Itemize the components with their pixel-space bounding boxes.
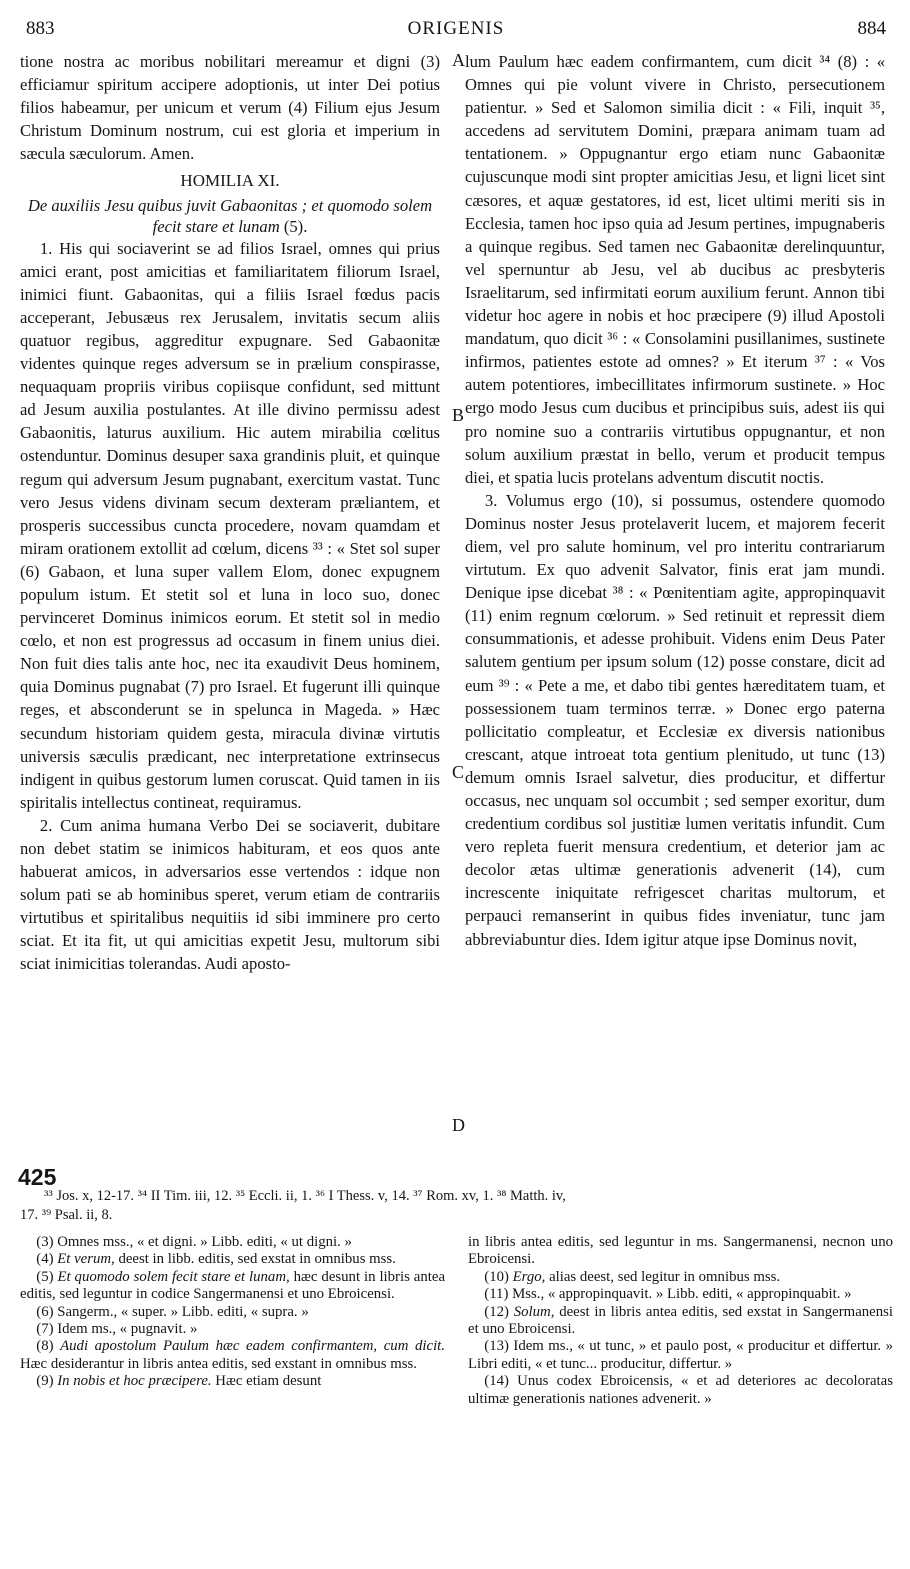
homily-subtitle	[20, 195, 440, 237]
footnote-12-lemma: Solum,	[513, 1303, 555, 1320]
right-page-number: 884	[857, 18, 886, 39]
right-paragraph-continuation: lum Paulum hæc eadem confirmantem, cum dicit ³⁴ (8) : « Omnes qui pie volunt vivere in Christo, persecutionem patientur. » Sed et Salomon similia dicit : « Fili, inquit ³⁵, accedens ad servitutem Domini, præpara animam tuam ad tentationem. » Oppugnantur ergo etiam nunc Gabaonitæ cujuscunque modi sint propter amicitias Jesu, et ligni licet sint cæsores, et aquæ gestatores, id est, licet ultimi meriti sis in Ecclesia, tamen hoc ipso quia ad Jesum pertines, impugnaberis a quinque regibus. Sed tamen nec Gabaonitæ derelinquuntur, vel spernuntur ab Jesu, vel ab ducibus ac presbyteris Israelitarum, sed infirmitati eorum auxilium ferunt. Annon tibi videtur hoc agere in nobis et hoc præcipere (9) illud Apostoli mandatum, quo dicit ³⁶ : « Consolamini pusillanimes, sustinete infirmos, patientes estote ad omnes? » Et iterum ³⁷ : « Vos autem potentiores, imbecillitates infirmorum sustinete. » Hoc ergo modo Jesus cum ducibus et principibus suis, adest iis qui pro nomine suo a contrariis virtutibus oppugnantur, et non solum auxilium præstat in bello, verum et producit tempus diei, et spatia lucis protelans adventum discutit noctis.	[465, 52, 885, 487]
homily-title: HOMILIA XI.	[180, 171, 280, 191]
footnote-4-lemma: Et verum,	[57, 1251, 115, 1268]
footnote-9-lemma: In nobis et hoc præcipere.	[57, 1373, 212, 1390]
footnote-8-text: Hæc desiderantur in libris antea editis, sed exstant in omnibus mss.	[20, 1355, 417, 1372]
homily-subtitle-note: (5).	[283, 216, 308, 236]
paragraph-2: 2. Cum anima humana Verbo Dei se sociaverit, dubitare non debet statim se inimicos habituram, et eos quos ante habuerat amicos, in adversarios esse vertendos : idque non solum pati se ab hominibus speret, verum etiam de contrariis virtutibus et spiritalibus nequitiis id sibi imminere pro certo sciat. Et ita fit, ut qui amicitias expetit Jesu, multorum sibi sciat inimicitias tolerandas. Audi aposto-	[20, 815, 440, 974]
footnote-11: (11) Mss., « appropinquavit. » Libb. editi, « appropinquabit. »	[484, 1286, 852, 1303]
margin-letter-b: B	[452, 405, 465, 425]
paragraph-3: 3. Volumus ergo (10), si possumus, ostendere quomodo Dominus noster Jesus protelaverit lucem, et majorem fecerit diem, vel pro salute hominum, vel pro interitu contrariarum virtutum. Ex quo advenit Salvator, finis erat jam mundi. Denique ipse dicebat ³⁸ : « Pœnitentiam agite, appropinquavit (11) enim regnum cœlorum. » Sed retinuit et repressit diem consummationis, et adesse prohibuit. Videns enim Deus Pater salutem gentium per ipsum solum (12) posse constare, dicit ad eum ³⁹ : « Pete a me, et dabo tibi gentes hæreditatem tuam, et possessionem tuam terminos terræ. » Donec ergo paterna pollicitatio compleatur, et Ecclesiæ ex diversis nationibus crescant, atque introeat tota gentium plenitudo, ut tunc (13) demum omnis Israel salvetur, dies producitur, et differtur occasus, nec unquam sol occumbit ; sed semper exoritur, dum credentium cordibus sol justitiæ lumen veritatis infundit. Cum vero repleta fuerit mensura credentium, et deterior jam ac decolor ætas ultimæ generationis advenerit (14), cum increscente iniquitate refrigescet charitas multorum, et perpauci remanserint in quibus fides inveniatur, tunc jam abbreviabuntur dies. Idem igitur atque ipse Dominus novit,	[465, 490, 885, 949]
footnote-3: (3) Omnes mss., « et digni. » Libb. editi, « ut digni. »	[36, 1234, 352, 1250]
footnote-9-text: Hæc etiam desunt	[211, 1373, 322, 1390]
footnote-7: (7) Idem ms., « pugnavit. »	[36, 1321, 198, 1338]
references-line-1: ³³ Jos. x, 12-17. ³⁴ II Tim. iii, 12. ³⁵ Eccli. ii, 1. ³⁶ I Thess. v, 14. ³⁷ Rom. xv, 1. ³⁸ Matth. iv,	[44, 1188, 566, 1204]
running-title: ORIGENIS	[407, 18, 505, 39]
page-marker: 425	[18, 1164, 57, 1190]
footnote-10-lemma: Ergo,	[512, 1268, 546, 1285]
footnote-4: (4) Et verum, deest in libb. editis, sed exstat in omnibus mss.	[36, 1251, 396, 1268]
margin-letter-d: D	[452, 1115, 465, 1135]
left-column	[20, 50, 440, 976]
footnote-4-text: deest in libb. editis, sed exstat in omnibus mss.	[114, 1251, 396, 1268]
left-page-number: 883	[26, 18, 55, 39]
footnote-9-continuation: in libris antea editis, sed leguntur in ms. Sangermanensi, necnon uno Ebroicensi.	[468, 1234, 893, 1268]
footnote-12-text: deest in libris antea editis, sed exstat in Sangermanensi et uno Ebroicensi.	[468, 1303, 893, 1338]
margin-letter-a: A	[452, 50, 465, 70]
left-paragraph-continuation: tione nostra ac moribus nobilitari mereamur et digni (3) efficiamur spiritum accipere adoptionis, ut inter Dei potius filios habeamur, per unicum et verum (4) Filium ejus Jesum Christum Dominum nostrum, cui est gloria et imperium in sæcula sæculorum. Amen.	[20, 52, 440, 164]
footnote-12: (12) Solum, deest in libris antea editis, sed exstat in Sangermanensi et uno Ebroicensi.	[468, 1303, 893, 1338]
footnote-5-lemma: Et quomodo solem fecit stare et lunam,	[57, 1268, 290, 1285]
right-column	[465, 50, 885, 951]
running-header	[26, 18, 886, 44]
footnote-6: (6) Sangerm., « super. » Libb. editi, « supra. »	[36, 1303, 309, 1320]
footnote-9: (9) In nobis et hoc præcipere. Hæc etiam desunt	[36, 1373, 322, 1390]
footnote-10: (10) Ergo, alias deest, sed legitur in omnibus mss.	[484, 1268, 781, 1285]
footnote-13: (13) Idem ms., « ut tunc, » et paulo post, « producitur et differtur. » Libri editi, « et tunc... producitur, differtur. »	[468, 1338, 893, 1372]
margin-letter-c: C	[452, 762, 465, 782]
footnote-10-text: alias deest, sed legitur in omnibus mss.	[545, 1268, 781, 1285]
paragraph-1: 1. His qui sociaverint se ad filios Israel, omnes qui prius amici erant, post amicitias et familiaritatem filiorum Israel, inimici fiunt. Gabaonitas, qui a filiis Israel fœdus pacis acceperant, Jebusæus rex Jerusalem, invitatis secum aliis quatuor regibus, aggreditur expugnare. Sed Gabaonitæ videntes quinque reges adversum se in prælium conspirasse, nequaquam propriis viribus copiisque confidunt, sed mittunt ad Jesum auxilia postulantes. At ille divino permissu adest Gabaonitis, laturus auxilium. Hic autem mirabilia cœlitus ostenduntur. Dominus desuper saxa grandinis pluit, et quinque regum qui adversum Jesum pugnabant, exercitum vastat. Tunc vero Jesus videns divinam secum dexteram præliantem, et prosperis successibus cuncta procedere, novam quamdam et miram orationem extollit ad cœlum, dicens ³³ : « Stet sol super (6) Gabaon, et luna super vallem Elom, donec expugnem populum istum. Et stetit sol et luna in loco suo, donec pervinceret Dominus inimicos eorum. Et stetit sol in medio cœlo, et non est progressus ad occasum in finem unius diei. Non fuit dies talis ante hoc, nec ita exaudivit Deus hominem, quia Dominus pugnabat (7) pro Israel. Et fugerunt illi quinque reges, et absconderunt se in spelunca in Mageda. » Hæc secundum historiam quidem gesta, miracula divinæ virtutis universis sæculis prædicant, nec interpretatione extrinsecus indigent in quibus gestorum lumen coruscat. Quid tamen in iis spiritalis intellectus contineat, requiramus.	[20, 238, 440, 812]
footnote-14: (14) Unus codex Ebroicensis, « et ad deteriores ac decoloratas ultimæ generationis nationes advenerit. »	[468, 1373, 893, 1407]
footnote-8-lemma: Audi apostolum Paulum hæc eadem confirmantem, cum dicit.	[60, 1338, 445, 1355]
footnote-8: (8) Audi apostolum Paulum hæc eadem confirmantem, cum dicit. Hæc desiderantur in libris antea editis, sed exstant in omnibus mss.	[20, 1338, 445, 1372]
footnotes-left	[20, 1234, 445, 1391]
footnote-5: (5) Et quomodo solem fecit stare et lunam, hæc desunt in libris antea editis, sed leguntur in codice Sangermanensi et uno Ebroicensi.	[20, 1268, 446, 1303]
homily-subtitle-text: De auxiliis Jesu quibus juvit Gabaonitas ; et quomodo solem fecit stare et lunam	[27, 195, 433, 236]
references-line-2: 17. ³⁹ Psal. ii, 8.	[20, 1207, 113, 1223]
scripture-references	[20, 1187, 886, 1225]
footnote-5-text: hæc desunt in libris antea editis, sed leguntur in codice Sangermanensi et uno Ebroicensi.	[20, 1268, 446, 1303]
footnotes-right	[468, 1234, 893, 1408]
